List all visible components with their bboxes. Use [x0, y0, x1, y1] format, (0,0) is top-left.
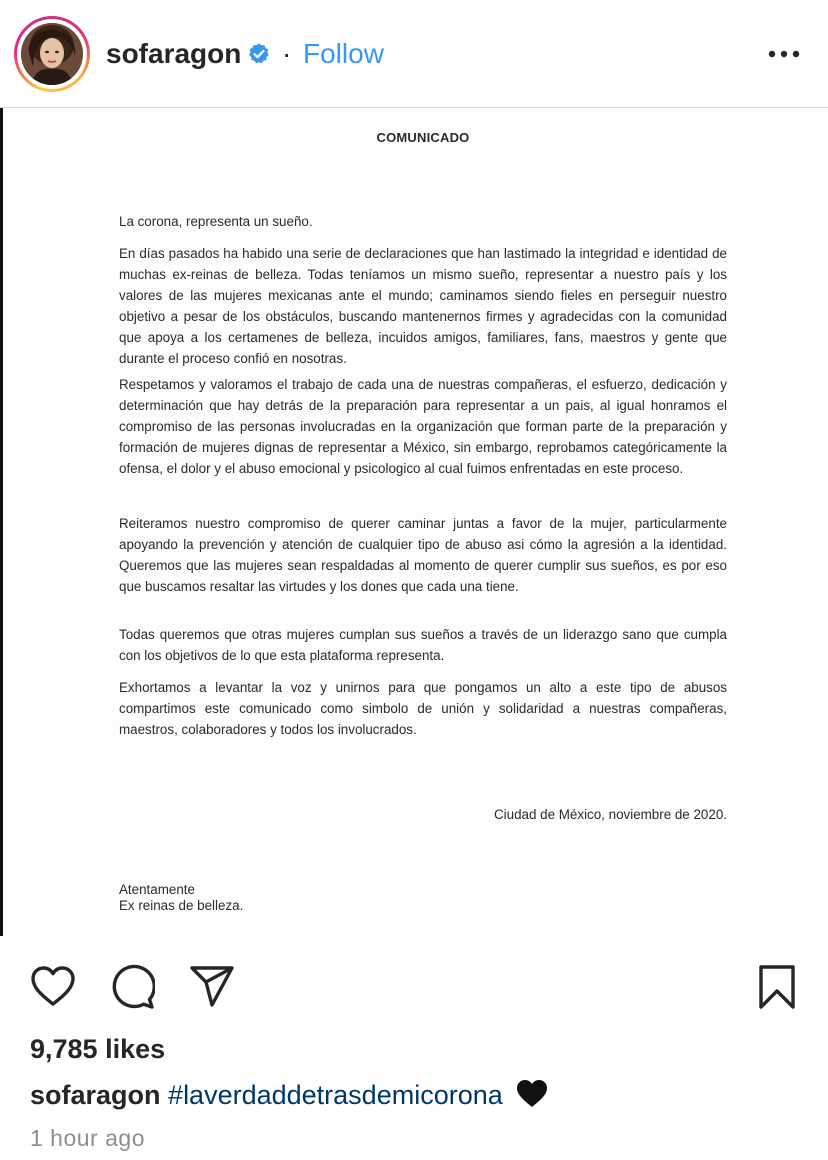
letter-sign-off [119, 882, 243, 914]
letter-paragraph: Exhortamos a levantar la voz y unirnos para que pongamos un alto a este tipo de abusos compartimos este comunicado como simbolo de unión y solidaridad a nuestras compañeras, maestros, colaboradores y todos los involucrados. [119, 680, 727, 737]
letter-place-date: Ciudad de México, noviembre de 2020. [494, 807, 727, 822]
sign-off-line: Atentamente [119, 882, 195, 897]
letter-paragraph: Todas queremos que otras mujeres cumplan sus sueños a través de un liderazgo sano que cumpla con los objetivos de lo que esta plataforma representa. [119, 627, 727, 663]
more-options-icon[interactable] [766, 40, 802, 68]
post-timestamp: 1 hour ago [30, 1125, 145, 1151]
letter-paragraph: En días pasados ha habido una serie de declaraciones que han lastimado la integridad e identidad de muchas ex-reinas de belleza. Todas teníamos un mismo sueño, representar a nuestro país y los valores de las mujeres mexicanas ante el mundo; caminamos siendo fieles en perseguir nuestro objetivo a pesar de los obstáculos, buscando mantenernos firmes y agradecidas con la comunidad que apoya a los certamenes de belleza, incuidos amigos, familiares, fans, maestros y gente que durante el proceso confió en nosotras. [119, 246, 727, 366]
image-left-border [0, 108, 3, 936]
likes-count[interactable]: 9,785 likes [30, 1034, 166, 1064]
post-caption [30, 1078, 548, 1112]
caption-username[interactable]: sofaragon [30, 1080, 161, 1110]
avatar[interactable] [21, 23, 83, 85]
letter-opening: La corona, representa un sueño. [119, 214, 313, 229]
send-icon[interactable] [189, 964, 235, 1010]
letter-title: COMUNICADO [376, 130, 470, 145]
heart-icon[interactable] [30, 964, 76, 1010]
black-heart-emoji-icon [516, 1079, 548, 1109]
post-username[interactable]: sofaragon [106, 38, 242, 69]
bookmark-icon[interactable] [754, 964, 800, 1010]
header-separator: · [282, 38, 292, 69]
letter-paragraph: Respetamos y valoramos el trabajo de cada una de nuestras compañeras, el esfuerzo, dedicación y determinación que hay detrás de la preparación para representar a un pais, al igual honramos el compromiso de las personas involucradas en la organización que forman parte de la preparación y formación de mujeres dignas de representar a México, sin embargo, reprobamos categóricamente la ofensa, el dolor y el abuso emocional y psicologico al cual fuimos enfrentadas en este proceso. [119, 377, 727, 476]
post-image[interactable] [0, 108, 828, 936]
verified-badge-icon [247, 42, 271, 66]
post-header [0, 0, 828, 108]
caption-hashtag[interactable]: #laverdaddetrasdemicorona [168, 1080, 503, 1110]
letter-paragraph: Reiteramos nuestro compromiso de querer caminar juntas a favor de la mujer, particularmente apoyando la prevención y atención de cualquier tipo de abuso asi cómo la agresión a la identidad. Queremos que las mujeres sean respaldadas al momento de querer cumplir sus sueños, es por eso que buscamos resaltar las virtudes y los dones que cada una tiene. [119, 516, 727, 594]
follow-button[interactable]: Follow [303, 38, 384, 69]
comment-icon[interactable] [109, 964, 155, 1010]
sign-off-line: Ex reinas de belleza. [119, 898, 244, 913]
avatar-story-ring[interactable] [14, 16, 90, 92]
post-actions [0, 936, 828, 1036]
